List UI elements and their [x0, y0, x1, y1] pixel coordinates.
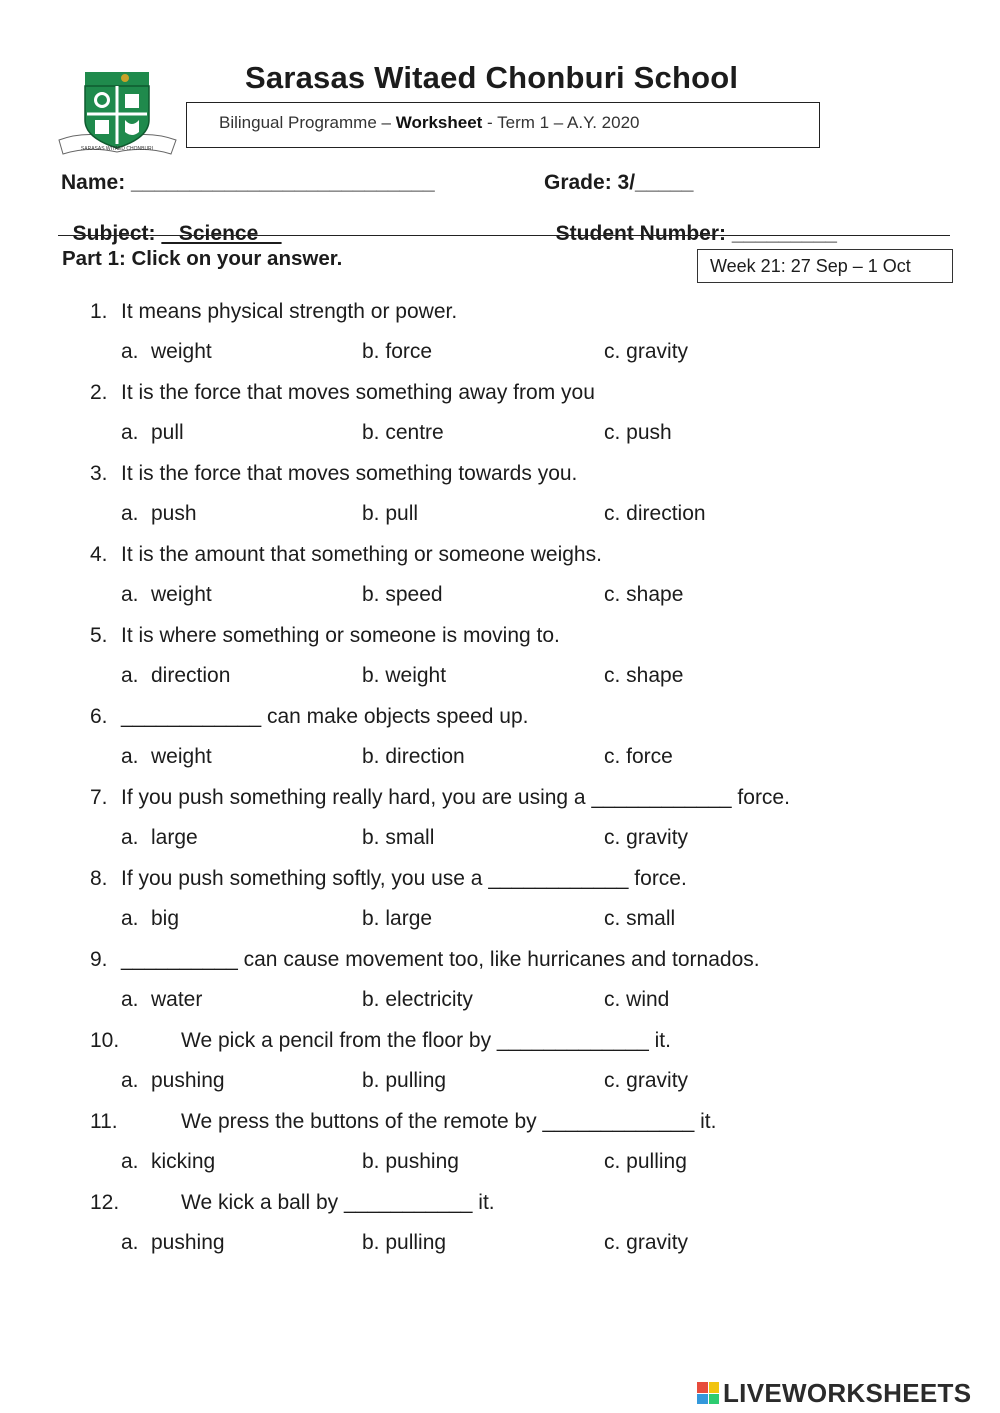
- option-letter: b.: [362, 340, 386, 363]
- option-letter: a.: [121, 664, 139, 687]
- option-letter: c.: [604, 988, 627, 1011]
- question-number: 12.: [90, 1191, 120, 1214]
- option-letter: b.: [362, 1069, 386, 1092]
- liveworksheets-brand: LIVEWORKSHEETS: [723, 1377, 972, 1408]
- option-letter: a.: [121, 1150, 139, 1173]
- option-letter: c.: [604, 421, 627, 444]
- option-text: small: [385, 826, 435, 849]
- option-letter: c.: [604, 664, 627, 687]
- question-2: [90, 381, 595, 405]
- question-text: If you push something softly, you use a ____________ force.: [121, 867, 687, 890]
- option-text: pull: [385, 502, 419, 525]
- grade-blank[interactable]: _____: [635, 171, 694, 194]
- question-1-option-b[interactable]: [362, 340, 432, 364]
- option-letter: a.: [121, 826, 139, 849]
- question-1: [90, 300, 457, 324]
- option-text: weight: [385, 664, 447, 687]
- option-text: pulling: [626, 1150, 687, 1173]
- option-text: direction: [385, 745, 465, 768]
- question-12-option-c[interactable]: [604, 1231, 688, 1255]
- student-number-blank[interactable]: _________: [731, 222, 837, 245]
- programme-worksheet: Worksheet: [395, 113, 483, 132]
- question-number: 8.: [90, 867, 108, 890]
- programme-box: [186, 102, 820, 148]
- question-5-option-a[interactable]: [121, 664, 230, 688]
- question-6-option-a[interactable]: [121, 745, 212, 769]
- name-label: Name:: [61, 171, 126, 194]
- question-text: It means physical strength or power.: [121, 300, 458, 323]
- part1-title: Part 1: Click on your answer.: [62, 247, 343, 270]
- question-text: If you push something really hard, you are using a ____________ force.: [121, 786, 790, 809]
- option-text: centre: [385, 421, 444, 444]
- option-text: push: [151, 502, 197, 525]
- name-blank[interactable]: __________________________: [125, 171, 435, 194]
- question-number: 5.: [90, 624, 108, 647]
- option-text: weight: [151, 583, 212, 606]
- grade-label: Grade: 3/: [544, 171, 636, 194]
- option-letter: b.: [362, 745, 386, 768]
- option-letter: a.: [121, 745, 139, 768]
- question-2-option-c[interactable]: [604, 421, 672, 445]
- school-crest-logo: [55, 68, 180, 163]
- option-text: water: [151, 988, 203, 1011]
- programme-prefix: Bilingual Programme –: [219, 113, 396, 132]
- school-name-title: Sarasas Witaed Chonburi School: [245, 60, 739, 95]
- question-11-option-a[interactable]: [121, 1150, 215, 1174]
- question-9: [90, 948, 760, 972]
- option-letter: a.: [121, 1069, 139, 1092]
- option-text: direction: [626, 502, 706, 525]
- question-6-option-b[interactable]: [362, 745, 465, 769]
- option-text: pulling: [385, 1231, 447, 1254]
- option-letter: a.: [121, 907, 139, 930]
- header-divider: [58, 235, 950, 236]
- question-2-option-b[interactable]: [362, 421, 444, 445]
- question-10-option-c[interactable]: [604, 1069, 688, 1093]
- option-text: weight: [151, 745, 212, 768]
- subject-value: Science: [161, 222, 282, 245]
- option-letter: a.: [121, 988, 139, 1011]
- option-text: pull: [151, 421, 184, 444]
- option-text: force: [385, 340, 433, 363]
- option-letter: c.: [604, 340, 627, 363]
- option-letter: c.: [604, 826, 627, 849]
- option-letter: a.: [121, 583, 139, 606]
- option-letter: a.: [121, 340, 139, 363]
- question-1-option-c[interactable]: [604, 340, 688, 364]
- question-12: [90, 1191, 495, 1215]
- option-letter: c.: [604, 583, 627, 606]
- question-11-option-c[interactable]: [604, 1150, 687, 1174]
- question-5-option-c[interactable]: [604, 664, 683, 688]
- question-3: [90, 462, 577, 486]
- subject-label: Subject:: [72, 222, 162, 245]
- week-label: Week 21: 27 Sep – 1 Oct: [710, 256, 911, 276]
- question-number: 7.: [90, 786, 108, 809]
- question-number: 2.: [90, 381, 108, 404]
- option-letter: a.: [121, 421, 139, 444]
- question-10-option-b[interactable]: [362, 1069, 446, 1093]
- question-1-option-a[interactable]: [121, 340, 212, 364]
- liveworksheets-icon: [697, 1382, 719, 1404]
- option-text: kicking: [151, 1150, 216, 1173]
- option-text: gravity: [626, 1231, 689, 1254]
- question-2-option-a[interactable]: [121, 421, 184, 445]
- week-box: [697, 249, 953, 283]
- question-number: 6.: [90, 705, 108, 728]
- question-number: 10.: [90, 1029, 120, 1052]
- question-number: 1.: [90, 300, 108, 323]
- question-5-option-b[interactable]: [362, 664, 446, 688]
- student-number-label: Student Number:: [555, 222, 732, 245]
- option-text: pushing: [151, 1069, 225, 1092]
- option-text: wind: [626, 988, 670, 1011]
- option-letter: b.: [362, 907, 386, 930]
- option-letter: b.: [362, 502, 386, 525]
- question-12-option-b[interactable]: [362, 1231, 446, 1255]
- liveworksheets-logo[interactable]: [697, 1376, 971, 1410]
- question-9-option-c[interactable]: [604, 988, 669, 1012]
- name-field[interactable]: [61, 171, 435, 195]
- question-number: 3.: [90, 462, 108, 485]
- option-letter: a.: [121, 502, 139, 525]
- question-8: [90, 867, 687, 891]
- option-text: large: [151, 826, 198, 849]
- question-10-option-a[interactable]: [121, 1069, 225, 1093]
- option-text: pushing: [151, 1231, 225, 1254]
- question-3-option-c[interactable]: [604, 502, 706, 526]
- question-text: It is the force that moves something towards you.: [121, 462, 578, 485]
- option-letter: c.: [604, 1231, 627, 1254]
- option-letter: b.: [362, 1150, 386, 1173]
- question-11: [90, 1110, 716, 1134]
- option-letter: c.: [604, 907, 627, 930]
- question-7-option-c[interactable]: [604, 826, 688, 850]
- question-text: __________ can cause movement too, like hurricanes and tornados.: [121, 948, 760, 971]
- option-text: electricity: [385, 988, 473, 1011]
- option-text: push: [626, 421, 672, 444]
- grade-field[interactable]: [544, 171, 693, 195]
- option-text: weight: [151, 340, 212, 363]
- option-letter: c.: [604, 1069, 627, 1092]
- question-4-option-c[interactable]: [604, 583, 683, 607]
- student-number-field[interactable]: [544, 198, 837, 246]
- question-number: 4.: [90, 543, 108, 566]
- question-11-option-b[interactable]: [362, 1150, 459, 1174]
- option-text: gravity: [626, 340, 689, 363]
- option-text: gravity: [626, 826, 689, 849]
- question-text: It is the amount that something or someone weighs.: [121, 543, 602, 566]
- option-text: shape: [626, 583, 684, 606]
- question-7-option-a[interactable]: [121, 826, 198, 850]
- question-number: 9.: [90, 948, 108, 971]
- question-text: We kick a ball by ___________ it.: [181, 1191, 495, 1214]
- option-text: shape: [626, 664, 684, 687]
- question-text: We pick a pencil from the floor by _____________ it.: [181, 1029, 671, 1052]
- option-text: pulling: [385, 1069, 447, 1092]
- question-9-option-b[interactable]: [362, 988, 473, 1012]
- option-letter: a.: [121, 1231, 139, 1254]
- programme-suffix: - Term 1 – A.Y. 2020: [482, 113, 640, 132]
- question-3-option-a[interactable]: [121, 502, 197, 526]
- option-letter: c.: [604, 1150, 627, 1173]
- question-4-option-b[interactable]: [362, 583, 443, 607]
- question-5: [90, 624, 560, 648]
- option-text: gravity: [626, 1069, 689, 1092]
- option-text: direction: [151, 664, 231, 687]
- option-text: pushing: [385, 1150, 459, 1173]
- option-text: speed: [385, 583, 443, 606]
- question-number: 11.: [90, 1110, 118, 1133]
- logo-text: SARASAS WITAED CHONBURI: [80, 146, 154, 152]
- option-text: force: [626, 745, 673, 768]
- question-6: [90, 705, 528, 729]
- question-6-option-c[interactable]: [604, 745, 673, 769]
- option-letter: c.: [604, 745, 627, 768]
- question-8-option-c[interactable]: [604, 907, 675, 931]
- question-9-option-a[interactable]: [121, 988, 202, 1012]
- option-letter: b.: [362, 583, 386, 606]
- question-7: [90, 786, 790, 810]
- programme-line: [219, 113, 640, 133]
- subject-field: [61, 198, 282, 246]
- question-8-option-a[interactable]: [121, 907, 179, 931]
- question-12-option-a[interactable]: [121, 1231, 225, 1255]
- option-text: large: [385, 907, 433, 930]
- option-letter: b.: [362, 988, 386, 1011]
- question-7-option-b[interactable]: [362, 826, 434, 850]
- option-letter: b.: [362, 421, 386, 444]
- option-letter: c.: [604, 502, 627, 525]
- question-text: ____________ can make objects speed up.: [121, 705, 529, 728]
- option-letter: b.: [362, 664, 386, 687]
- question-4: [90, 543, 602, 567]
- option-letter: b.: [362, 826, 386, 849]
- option-text: big: [151, 907, 180, 930]
- question-4-option-a[interactable]: [121, 583, 212, 607]
- option-letter: b.: [362, 1231, 386, 1254]
- question-3-option-b[interactable]: [362, 502, 418, 526]
- question-8-option-b[interactable]: [362, 907, 432, 931]
- question-text: It is where something or someone is moving to.: [121, 624, 560, 647]
- question-text: It is the force that moves something away from you: [121, 381, 595, 404]
- question-text: We press the buttons of the remote by _____________ it.: [181, 1110, 717, 1133]
- question-10: [90, 1029, 671, 1053]
- option-text: small: [626, 907, 676, 930]
